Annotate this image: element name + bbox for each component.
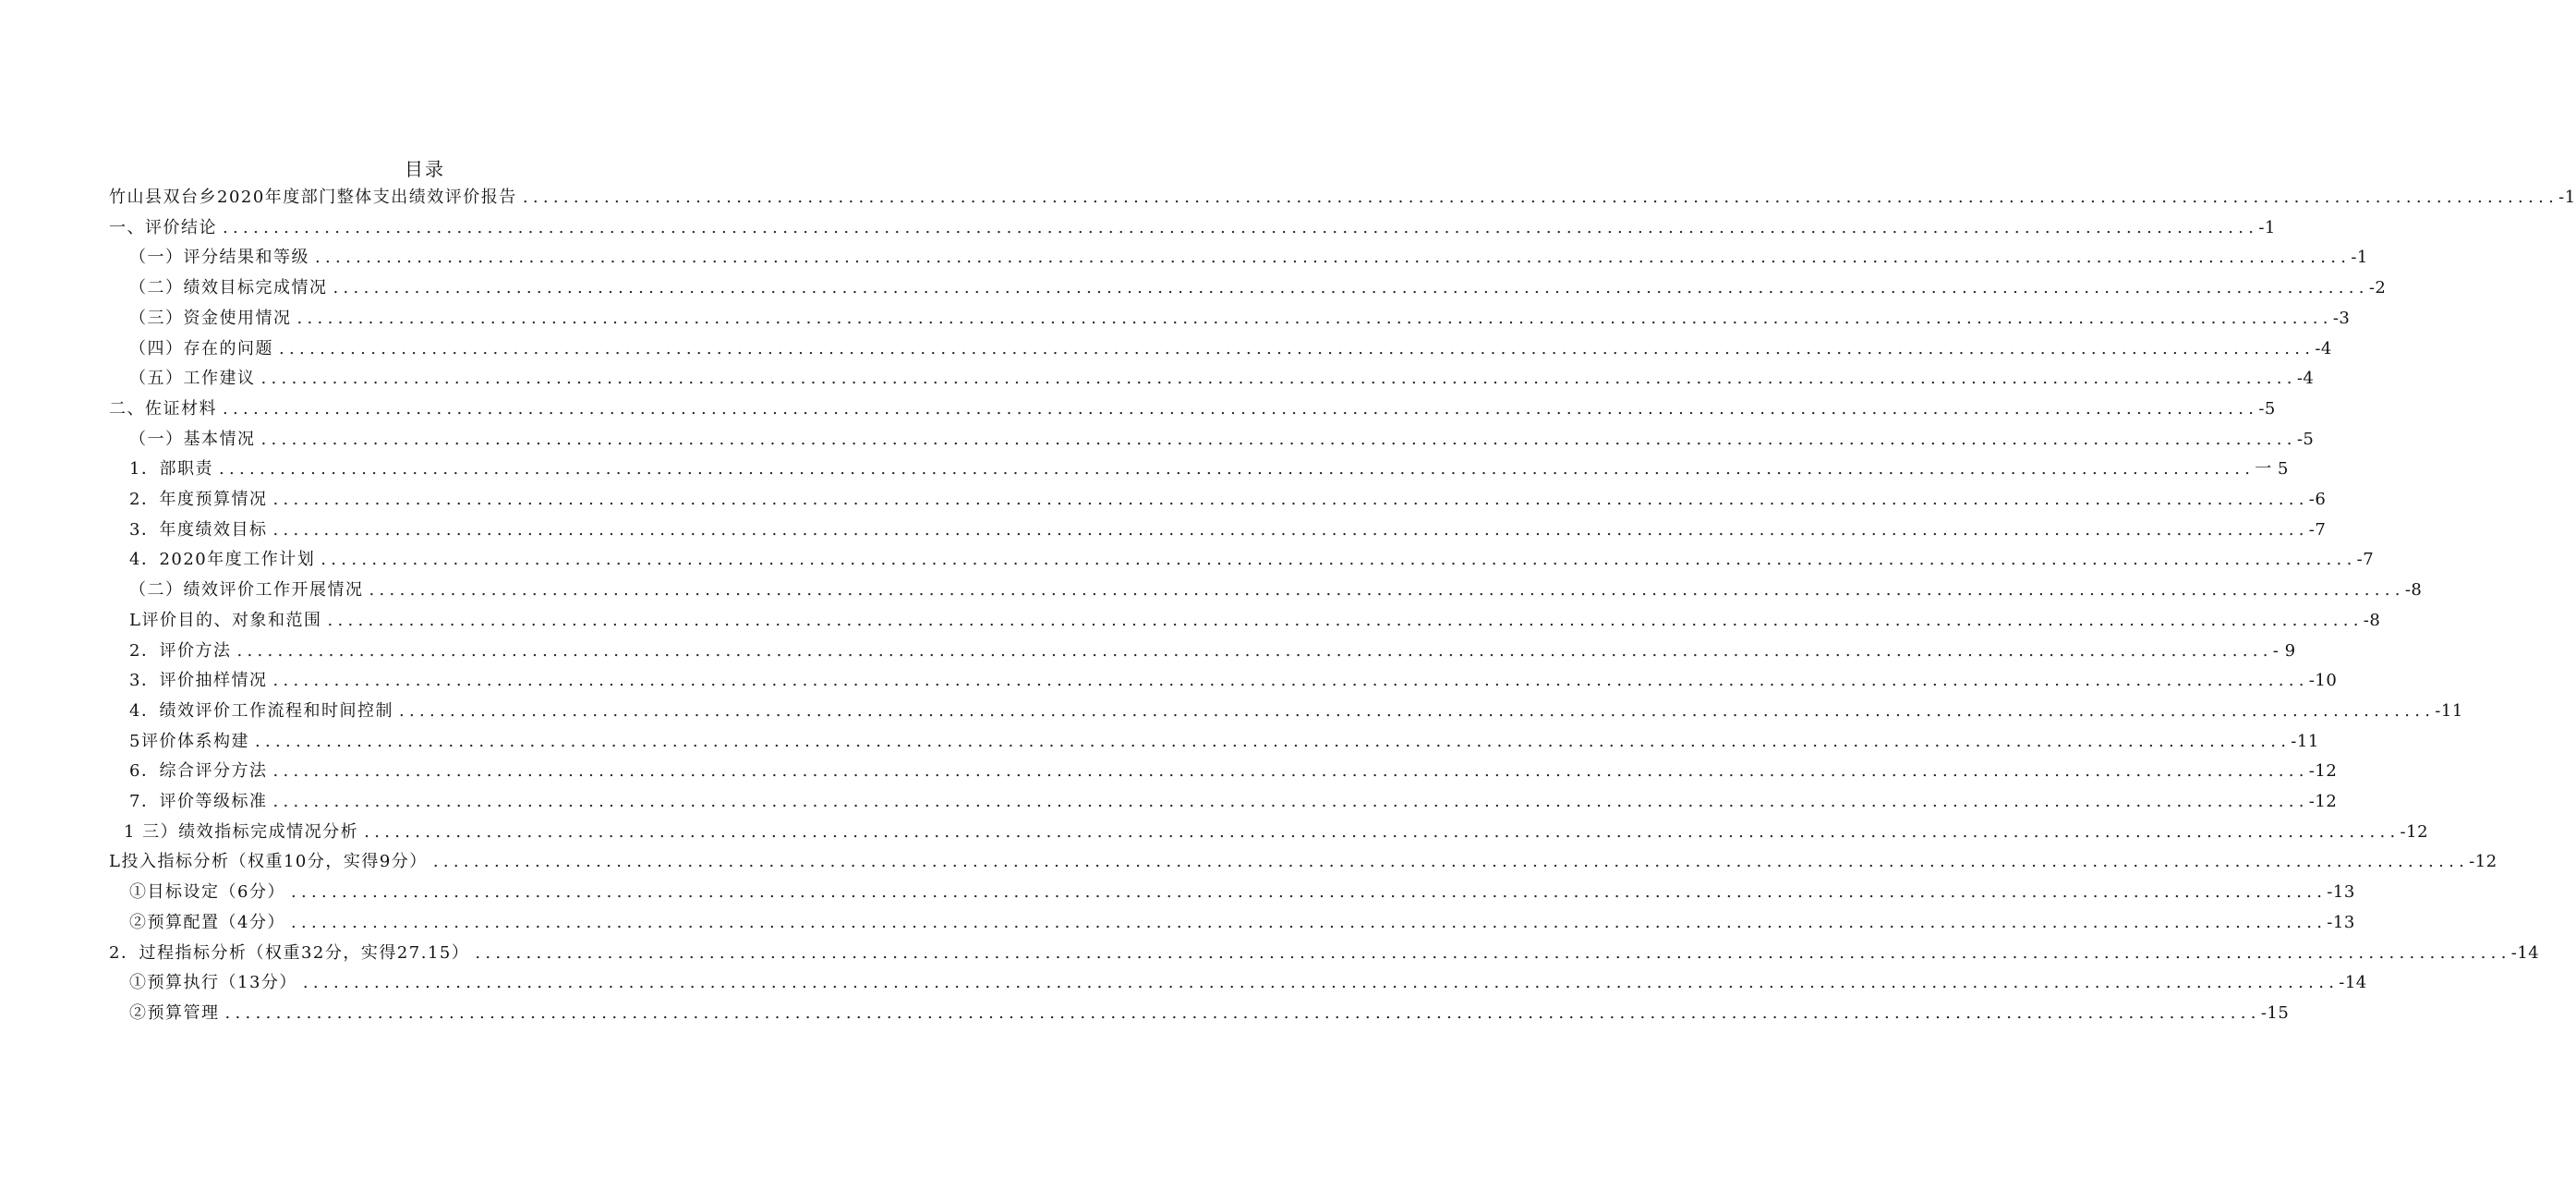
toc-leader-dots: ........................................................................................................................................................................................................	[315, 248, 2352, 268]
toc-entry[interactable]	[109, 215, 2276, 241]
toc-entry-page: -13	[2327, 912, 2355, 932]
toc-leader-dots: ........................................................................................................................................................................................................	[333, 278, 2369, 298]
toc-leader-dots: ........................................................................................................................................................................................................	[223, 398, 2259, 419]
toc-leader-dots: ........................................................................................................................................................................................................	[398, 700, 2436, 721]
toc-leader-dots: ........................................................................................................................................................................................................	[364, 821, 2401, 842]
toc-entry-label: （一）评分结果和等级	[129, 248, 309, 268]
toc-entry[interactable]	[109, 396, 2276, 422]
toc-entry-label: （四）存在的问题	[129, 338, 273, 358]
toc-entry-page: -1	[2558, 188, 2576, 207]
toc-entry-page: -12	[2308, 761, 2338, 782]
toc-entry-page: -7	[2308, 519, 2327, 540]
toc-entry-label: 2．过程指标分析（权重32分，实得27.15）	[109, 942, 470, 963]
toc-entry[interactable]	[129, 910, 2355, 936]
toc-entry[interactable]	[129, 517, 2327, 543]
toc-entry[interactable]	[129, 245, 2368, 271]
toc-entry[interactable]	[129, 698, 2463, 724]
toc-leader-dots: ........................................................................................................................................................................................................	[272, 761, 2309, 782]
toc-leader-dots: ........................................................................................................................................................................................................	[327, 610, 2364, 630]
toc-entry-page: -12	[2469, 852, 2497, 872]
toc-leader-dots: ........................................................................................................................................................................................................	[218, 459, 2256, 480]
toc-entry-label: 4．绩效评价工作流程和时间控制	[129, 700, 393, 721]
toc-entry-page: -12	[2308, 792, 2338, 811]
toc-entry-page: -12	[2400, 821, 2429, 842]
toc-entry-page: -11	[2291, 731, 2319, 751]
toc-leader-dots: ........................................................................................................................................................................................................	[254, 731, 2292, 751]
toc-entry-label: ②预算管理	[129, 1002, 220, 1023]
toc-entry-page: -10	[2308, 671, 2338, 691]
toc-entry[interactable]	[129, 1001, 2290, 1026]
toc-entry-page: -4	[2296, 369, 2315, 389]
toc-entry-page: -1	[2351, 248, 2368, 268]
toc-leader-dots: ........................................................................................................................................................................................................	[279, 338, 2316, 358]
toc-entry[interactable]	[129, 577, 2423, 603]
toc-entry[interactable]	[129, 759, 2338, 784]
toc-entry-label: 6．综合评分方法	[129, 761, 268, 782]
toc-entry-page: -5	[2258, 398, 2276, 419]
toc-entry-label: 7．评价等级标准	[129, 792, 268, 811]
toc-title: 目录	[405, 158, 445, 180]
toc-entry-label: ①预算执行（13分）	[129, 973, 297, 993]
toc-entry-page: -7	[2356, 550, 2375, 570]
toc-entry[interactable]	[129, 638, 2296, 664]
toc-entry-page: -14	[2339, 973, 2367, 993]
toc-entry-label: 1．部职责	[129, 459, 213, 480]
toc-leader-dots: ........................................................................................................................................................................................................	[272, 519, 2309, 540]
toc-entry-label: 2．评价方法	[129, 640, 232, 661]
toc-leader-dots: ........................................................................................................................................................................................................	[223, 217, 2259, 237]
toc-entry-label: ①目标设定（6分）	[129, 882, 285, 903]
toc-entry-label: （三）资金使用情况	[129, 308, 292, 328]
toc-leader-dots: ........................................................................................................................................................................................................	[475, 942, 2511, 963]
toc-entry-label: 一、评价结论	[109, 217, 217, 237]
toc-entry[interactable]	[129, 880, 2355, 905]
toc-leader-dots: ........................................................................................................................................................................................................	[296, 308, 2333, 328]
toc-entry-page: -8	[2404, 580, 2423, 601]
toc-leader-dots: ........................................................................................................................................................................................................	[224, 1002, 2261, 1023]
toc-entry-label: 2．年度预算情况	[129, 490, 268, 509]
toc-entry-label: （一）基本情况	[129, 429, 256, 449]
toc-entry-page: -1	[2258, 217, 2276, 237]
toc-entry-page: -15	[2260, 1002, 2290, 1023]
toc-entry[interactable]	[129, 547, 2375, 573]
toc-leader-dots: ........................................................................................................................................................................................................	[320, 550, 2357, 570]
toc-entry[interactable]	[129, 336, 2332, 362]
toc-entry-page: 一 5	[2255, 459, 2289, 480]
toc-leader-dots: ........................................................................................................................................................................................................	[236, 640, 2273, 661]
toc-leader-dots: ........................................................................................................................................................................................................	[272, 490, 2309, 509]
toc-entry-label: （二）绩效目标完成情况	[129, 278, 328, 298]
toc-entry-page: -8	[2363, 610, 2381, 630]
toc-leader-dots: ........................................................................................................................................................................................................	[272, 671, 2309, 691]
toc-entry-label: 4．2020年度工作计划	[129, 550, 316, 570]
toc-entry-label: L评价目的、对象和范围	[129, 610, 322, 630]
toc-leader-dots: ........................................................................................................................................................................................................	[290, 882, 2328, 903]
toc-entry-label: （五）工作建议	[129, 369, 256, 389]
toc-entry[interactable]	[129, 608, 2381, 634]
toc-leader-dots: ........................................................................................................................................................................................................	[260, 429, 2297, 449]
toc-entry-label: L投入指标分析（权重10分，实得9分）	[109, 852, 428, 872]
toc-entry-label: 5评价体系构建	[129, 731, 249, 751]
toc-entry-label: 3．评价抽样情况	[129, 671, 268, 691]
toc-entry-label: 竹山县双台乡2020年度部门整体支出绩效评价报告	[109, 188, 517, 207]
toc-leader-dots: ........................................................................................................................................................................................................	[432, 852, 2470, 872]
toc-leader-dots: ........................................................................................................................................................................................................	[369, 580, 2405, 601]
toc-entry[interactable]	[129, 970, 2367, 996]
toc-entry-page: -6	[2308, 490, 2327, 509]
toc-leader-dots: ........................................................................................................................................................................................................	[290, 912, 2328, 932]
toc-entry-label: ②预算配置（4分）	[129, 912, 285, 932]
toc-entry[interactable]	[129, 487, 2327, 513]
toc-entry-page: - 9	[2272, 640, 2296, 661]
toc-entry[interactable]	[129, 306, 2351, 332]
toc-entry[interactable]	[129, 366, 2315, 392]
toc-entry-page: -2	[2368, 278, 2387, 298]
toc-leader-dots: ........................................................................................................................................................................................................	[272, 792, 2309, 811]
toc-entry-label: （二）绩效评价工作开展情况	[129, 580, 364, 601]
toc-entry[interactable]	[129, 668, 2338, 694]
toc-entry-page: -5	[2296, 429, 2315, 449]
toc-entry[interactable]	[129, 456, 2289, 482]
toc-entry[interactable]	[109, 849, 2497, 875]
toc-entry[interactable]	[129, 729, 2319, 755]
toc-entry-page: -4	[2315, 338, 2332, 358]
toc-entry[interactable]	[129, 427, 2315, 453]
toc-entry[interactable]	[129, 275, 2387, 301]
toc-leader-dots: ........................................................................................................................................................................................................	[302, 973, 2340, 993]
toc-entry-label: 1 三）绩效指标完成情况分析	[124, 821, 359, 842]
toc-entry[interactable]	[109, 185, 2576, 211]
toc-entry-label: 3．年度绩效目标	[129, 519, 268, 540]
toc-entry-page: -14	[2510, 942, 2540, 963]
toc-leader-dots: ........................................................................................................................................................................................................	[260, 369, 2297, 389]
toc-entry-label: 二、佐证材料	[109, 398, 217, 419]
toc-entry-page: -3	[2332, 308, 2351, 328]
toc-entry[interactable]	[109, 941, 2540, 966]
toc-entry-page: -13	[2327, 882, 2355, 903]
toc-entry-page: -11	[2435, 700, 2463, 721]
toc-leader-dots: ........................................................................................................................................................................................................	[522, 188, 2559, 207]
toc-entry[interactable]	[124, 820, 2429, 845]
toc-entry[interactable]	[129, 789, 2338, 815]
